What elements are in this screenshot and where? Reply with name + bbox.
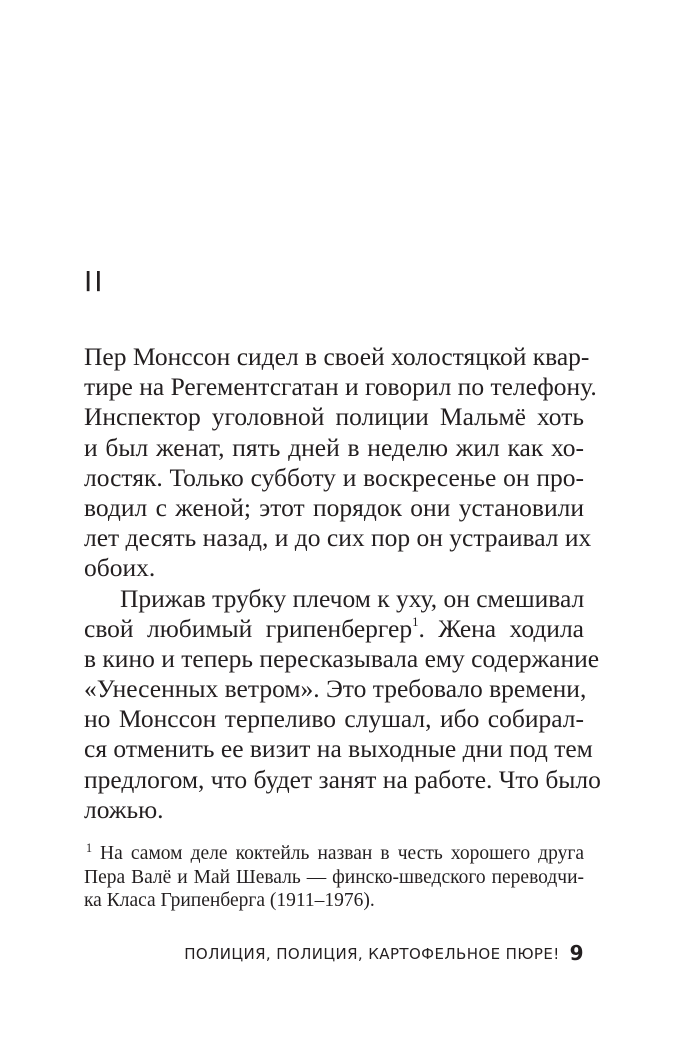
text-line: лет десять назад, и до сих пор он устраивал их (84, 523, 592, 553)
chapter-heading: II (84, 265, 105, 298)
text-line: предлогом, что будет занят на работе. Что было (84, 764, 601, 794)
text-fragment: . Жена ходила (418, 613, 584, 643)
text-line: обоих. (84, 553, 156, 583)
text-line: ся отменить ее визит на выходные дни под тем (84, 734, 593, 764)
footnote (84, 842, 584, 913)
footnote-marker: 1 (86, 840, 93, 855)
footnote-line: ка Класа Грипенберга (1911–1976). (84, 890, 375, 911)
text-line: «Унесенных ветром». Это требовало времени, (84, 674, 587, 704)
running-footer (84, 940, 584, 967)
text-line: и был женат, пять дней в неделю жил как хо- (84, 432, 584, 462)
page-number: 9 (569, 941, 584, 965)
text-line: Инспектор уголовной полиции Мальмё хоть (84, 402, 584, 432)
main-text (84, 342, 601, 825)
text-line-with-footnote-ref (84, 614, 584, 644)
running-title: ПОЛИЦИЯ, ПОЛИЦИЯ, КАРТОФЕЛЬНОЕ ПЮРЕ! (184, 945, 560, 963)
footnote-line (84, 842, 584, 866)
text-line: но Монссон терпеливо слушал, ибо собирал- (84, 704, 584, 734)
footnote-text: На самом деле коктейль назван в честь хорошего друга (100, 843, 584, 864)
text-line: тире на Регементсгатан и говорил по телефону. (84, 372, 597, 402)
text-line: ложью. (84, 794, 164, 824)
text-line: в кино и теперь пересказывала ему содержание (84, 643, 600, 673)
text-line: Пер Монссон сидел в своей холостяцкой квар- (84, 342, 590, 371)
text-line: Прижав трубку плечом к уху, он смешивал (120, 583, 585, 613)
text-fragment: свой любимый грипенбергер (84, 613, 413, 643)
footnote-reference: 1 (412, 614, 419, 629)
footnote-line: Пера Валё и Май Шеваль — финско-шведского переводчи- (84, 866, 584, 888)
text-line: водил с женой; этот порядок они установили (84, 492, 584, 522)
text-line: лостяк. Только субботу и воскресенье он про- (84, 462, 584, 492)
